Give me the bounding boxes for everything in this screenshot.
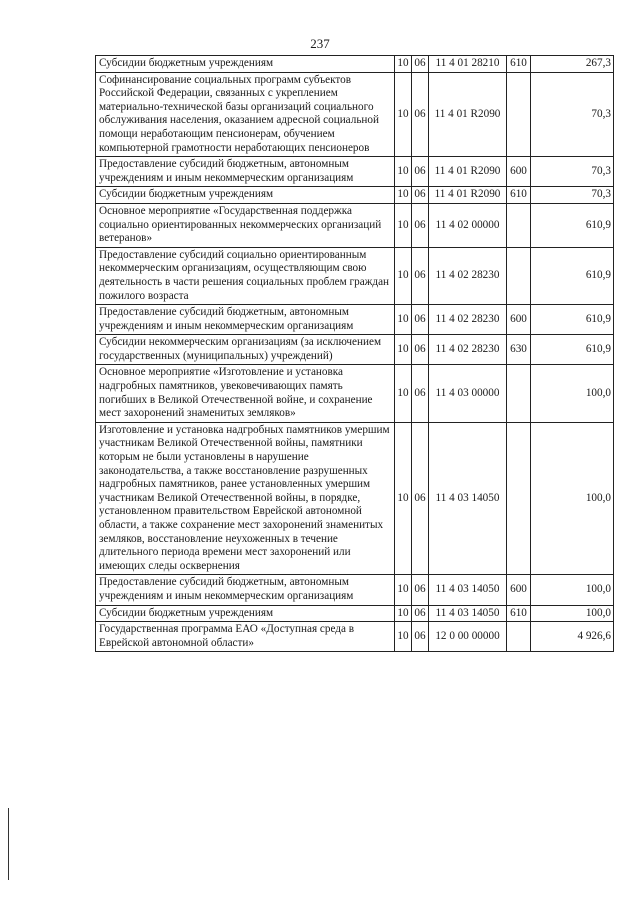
table-row bbox=[96, 305, 614, 335]
row-rz: 10 bbox=[395, 203, 412, 247]
row-sum: 100,0 bbox=[531, 422, 614, 575]
table-row bbox=[96, 622, 614, 652]
row-csr: 11 4 02 00000 bbox=[429, 203, 507, 247]
row-vr: 610 bbox=[507, 56, 531, 73]
row-csr: 11 4 03 14050 bbox=[429, 605, 507, 622]
row-csr: 11 4 01 R2090 bbox=[429, 72, 507, 157]
row-pr: 06 bbox=[412, 422, 429, 575]
row-name: Субсидии бюджетным учреждениям bbox=[96, 56, 395, 73]
row-rz: 10 bbox=[395, 622, 412, 652]
table-row bbox=[96, 422, 614, 575]
row-rz: 10 bbox=[395, 422, 412, 575]
row-pr: 06 bbox=[412, 247, 429, 304]
row-name: Предоставление субсидий бюджетным, автономным учреждениям и иным некоммерческим организациям bbox=[96, 305, 395, 335]
row-pr: 06 bbox=[412, 622, 429, 652]
row-rz: 10 bbox=[395, 605, 412, 622]
row-vr: 610 bbox=[507, 605, 531, 622]
row-pr: 06 bbox=[412, 575, 429, 605]
row-csr: 11 4 01 R2090 bbox=[429, 157, 507, 187]
row-name: Основное мероприятие «Государственная поддержка социально ориентированных некоммерческих организаций ветеранов» bbox=[96, 203, 395, 247]
row-sum: 100,0 bbox=[531, 605, 614, 622]
row-name: Софинансирование социальных программ субъектов Российской Федерации, связанных с укреплением материально-технической базы организаций социального обслуживания населения, оказанием адресной социальной помощи неработающим пенсионерам, обучением компьютерной грамотности неработающих пенсионеров bbox=[96, 72, 395, 157]
row-name: Субсидии бюджетным учреждениям bbox=[96, 605, 395, 622]
row-name: Основное мероприятие «Изготовление и установка надгробных памятников, увековечивающих память погибших в Великой Отечественной войне, и сохранение мест захоронений знаменитых земляков» bbox=[96, 365, 395, 422]
table-row bbox=[96, 575, 614, 605]
row-sum: 4 926,6 bbox=[531, 622, 614, 652]
row-rz: 10 bbox=[395, 335, 412, 365]
row-csr: 11 4 02 28230 bbox=[429, 305, 507, 335]
row-name: Изготовление и установка надгробных памятников умершим участникам Великой Отечественной войны, памятники которым не были установлены в нарушение законодательства, а также восстановление разрушенных надгробных памятников, ранее установленных умершим участникам Великой Отечественной войны, в порядке, установленном правительством Еврейской автономной области, а также сохранение мест захоронений знаменитых земляков, восстановление неухоженных в течение длительного периода времени мест захоронений или имеющих следы осквернения bbox=[96, 422, 395, 575]
row-rz: 10 bbox=[395, 56, 412, 73]
row-sum: 610,9 bbox=[531, 305, 614, 335]
row-sum: 610,9 bbox=[531, 247, 614, 304]
row-sum: 610,9 bbox=[531, 203, 614, 247]
table-row bbox=[96, 203, 614, 247]
table-row bbox=[96, 157, 614, 187]
budget-table bbox=[95, 55, 614, 652]
row-pr: 06 bbox=[412, 72, 429, 157]
row-vr bbox=[507, 247, 531, 304]
row-vr bbox=[507, 422, 531, 575]
row-pr: 06 bbox=[412, 365, 429, 422]
row-csr: 11 4 01 28210 bbox=[429, 56, 507, 73]
table-row bbox=[96, 365, 614, 422]
row-vr: 600 bbox=[507, 157, 531, 187]
row-csr: 11 4 02 28230 bbox=[429, 335, 507, 365]
row-sum: 70,3 bbox=[531, 72, 614, 157]
row-name: Государственная программа ЕАО «Доступная среда в Еврейской автономной области» bbox=[96, 622, 395, 652]
row-vr: 630 bbox=[507, 335, 531, 365]
row-rz: 10 bbox=[395, 305, 412, 335]
row-pr: 06 bbox=[412, 56, 429, 73]
row-pr: 06 bbox=[412, 157, 429, 187]
row-csr: 11 4 01 R2090 bbox=[429, 187, 507, 204]
row-csr: 11 4 03 00000 bbox=[429, 365, 507, 422]
row-name: Предоставление субсидий бюджетным, автономным учреждениям и иным некоммерческим организациям bbox=[96, 575, 395, 605]
row-csr: 11 4 02 28230 bbox=[429, 247, 507, 304]
row-pr: 06 bbox=[412, 187, 429, 204]
table-row bbox=[96, 247, 614, 304]
row-sum: 100,0 bbox=[531, 365, 614, 422]
row-vr bbox=[507, 203, 531, 247]
row-vr: 600 bbox=[507, 575, 531, 605]
row-pr: 06 bbox=[412, 335, 429, 365]
row-name: Субсидии бюджетным учреждениям bbox=[96, 187, 395, 204]
row-sum: 100,0 bbox=[531, 575, 614, 605]
row-csr: 11 4 03 14050 bbox=[429, 422, 507, 575]
row-sum: 610,9 bbox=[531, 335, 614, 365]
row-rz: 10 bbox=[395, 247, 412, 304]
row-vr: 600 bbox=[507, 305, 531, 335]
row-vr: 610 bbox=[507, 187, 531, 204]
row-pr: 06 bbox=[412, 203, 429, 247]
table-row bbox=[96, 335, 614, 365]
row-pr: 06 bbox=[412, 305, 429, 335]
margin-line bbox=[8, 808, 9, 880]
row-sum: 70,3 bbox=[531, 187, 614, 204]
row-csr: 12 0 00 00000 bbox=[429, 622, 507, 652]
row-sum: 70,3 bbox=[531, 157, 614, 187]
row-rz: 10 bbox=[395, 365, 412, 422]
row-rz: 10 bbox=[395, 157, 412, 187]
table-row bbox=[96, 56, 614, 73]
table-row bbox=[96, 605, 614, 622]
row-vr bbox=[507, 365, 531, 422]
table-row bbox=[96, 72, 614, 157]
row-rz: 10 bbox=[395, 575, 412, 605]
row-name: Предоставление субсидий социально ориентированным некоммерческим организациям, осуществляющим свою деятельность в части решения социальных проблем граждан пожилого возраста bbox=[96, 247, 395, 304]
row-sum: 267,3 bbox=[531, 56, 614, 73]
row-vr bbox=[507, 622, 531, 652]
row-name: Предоставление субсидий бюджетным, автономным учреждениям и иным некоммерческим организациям bbox=[96, 157, 395, 187]
row-csr: 11 4 03 14050 bbox=[429, 575, 507, 605]
row-rz: 10 bbox=[395, 187, 412, 204]
row-vr bbox=[507, 72, 531, 157]
row-name: Субсидии некоммерческим организациям (за исключением государственных (муниципальных) учреждений) bbox=[96, 335, 395, 365]
page-number: 237 bbox=[310, 36, 330, 51]
table-row bbox=[96, 187, 614, 204]
budget-table-body bbox=[96, 56, 614, 652]
row-rz: 10 bbox=[395, 72, 412, 157]
row-pr: 06 bbox=[412, 605, 429, 622]
